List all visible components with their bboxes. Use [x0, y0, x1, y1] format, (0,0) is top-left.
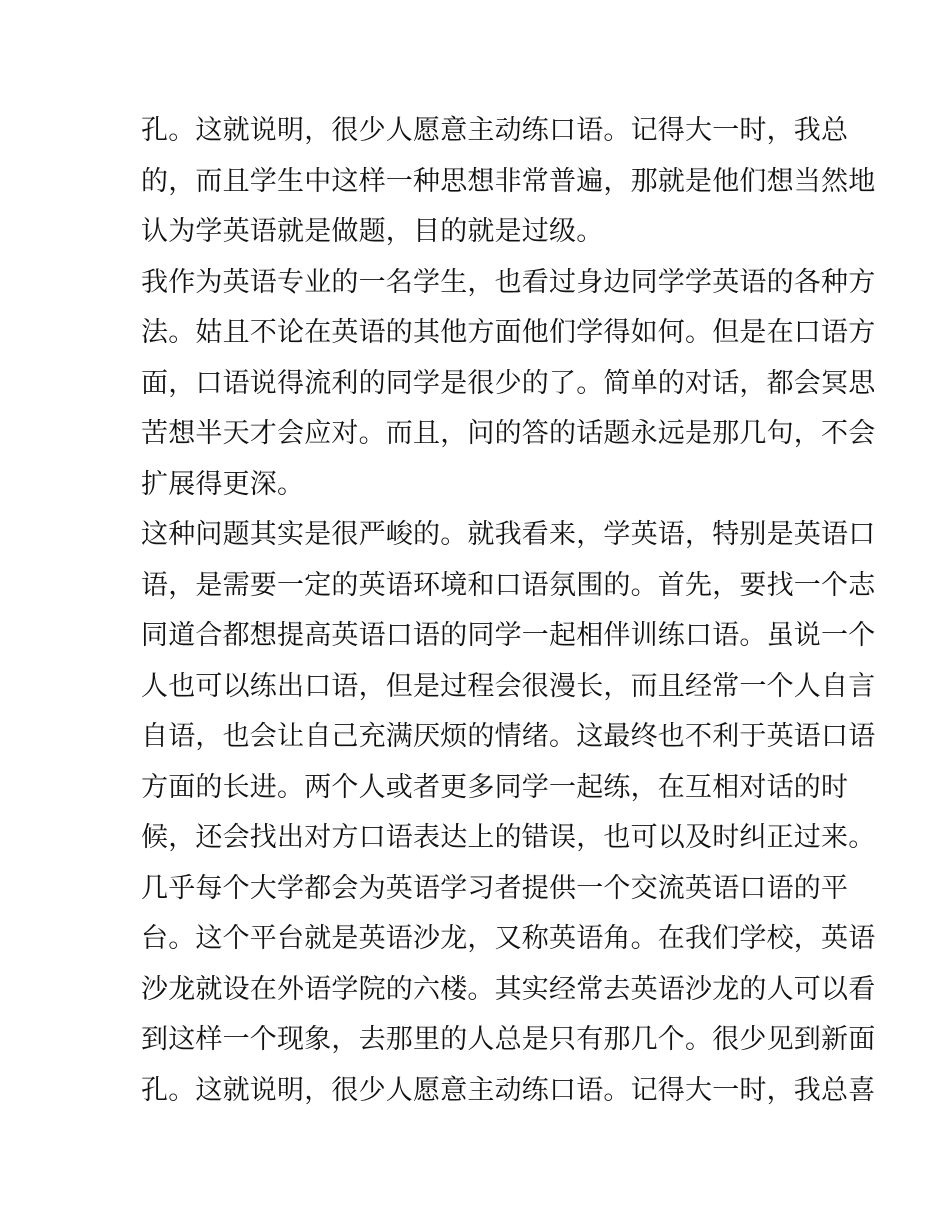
text-line: 我作为英语专业的一名学生，也看过身边同学学英语的各种方 — [141, 266, 876, 298]
text-line: 台。这个平台就是英语沙龙，又称英语角。在我们学校，英语 — [141, 923, 876, 954]
text-line: 候，还会找出对方口语表达上的错误，也可以及时纠正过来。 — [141, 822, 876, 853]
text-line: 同道合都想提高英语口语的同学一起相伴训练口语。虽说一个 — [141, 620, 876, 651]
text-line: 孔。这就说明，很少人愿意主动练口语。记得大一时，我总喜 — [141, 1074, 876, 1106]
text-line: 孔。这就说明，很少人愿意主动练口语。记得大一时，我总 — [141, 115, 849, 146]
text-line: 自语，也会让自己充满厌烦的情绪。这最终也不利于英语口语 — [141, 721, 876, 752]
text-line: 方面的长进。两个人或者更多同学一起练，在互相对话的时 — [141, 771, 849, 803]
text-line: 这种问题其实是很严峻的。就我看来，学英语，特别是英语口 — [141, 519, 876, 550]
text-line: 沙龙就设在外语学院的六楼。其实经常去英语沙龙的人可以看 — [141, 973, 876, 1005]
text-line: 面，口语说得流利的同学是很少的了。简单的对话，都会冥思 — [141, 367, 876, 399]
text-line: 几乎每个大学都会为英语学习者提供一个交流英语口语的平 — [141, 872, 849, 904]
text-line: 语，是需要一定的英语环境和口语氛围的。首先，要找一个志 — [141, 569, 876, 601]
text-line: 认为学英语就是做题，目的就是过级。 — [141, 216, 604, 247]
body-text — [141, 106, 876, 1116]
text-line: 扩展得更深。 — [141, 468, 305, 500]
text-line: 苦想半天才会应对。而且，问的答的话题永远是那几句，不会 — [141, 418, 876, 449]
text-line: 人也可以练出口语，但是过程会很漫长，而且经常一个人自言 — [141, 670, 876, 702]
text-line: 法。姑且不论在英语的其他方面他们学得如何。但是在口语方 — [141, 317, 876, 348]
text-line: 的，而且学生中这样一种思想非常普遍，那就是他们想当然地 — [141, 165, 876, 197]
text-line: 到这样一个现象，去那里的人总是只有那几个。很少见到新面 — [141, 1024, 876, 1055]
